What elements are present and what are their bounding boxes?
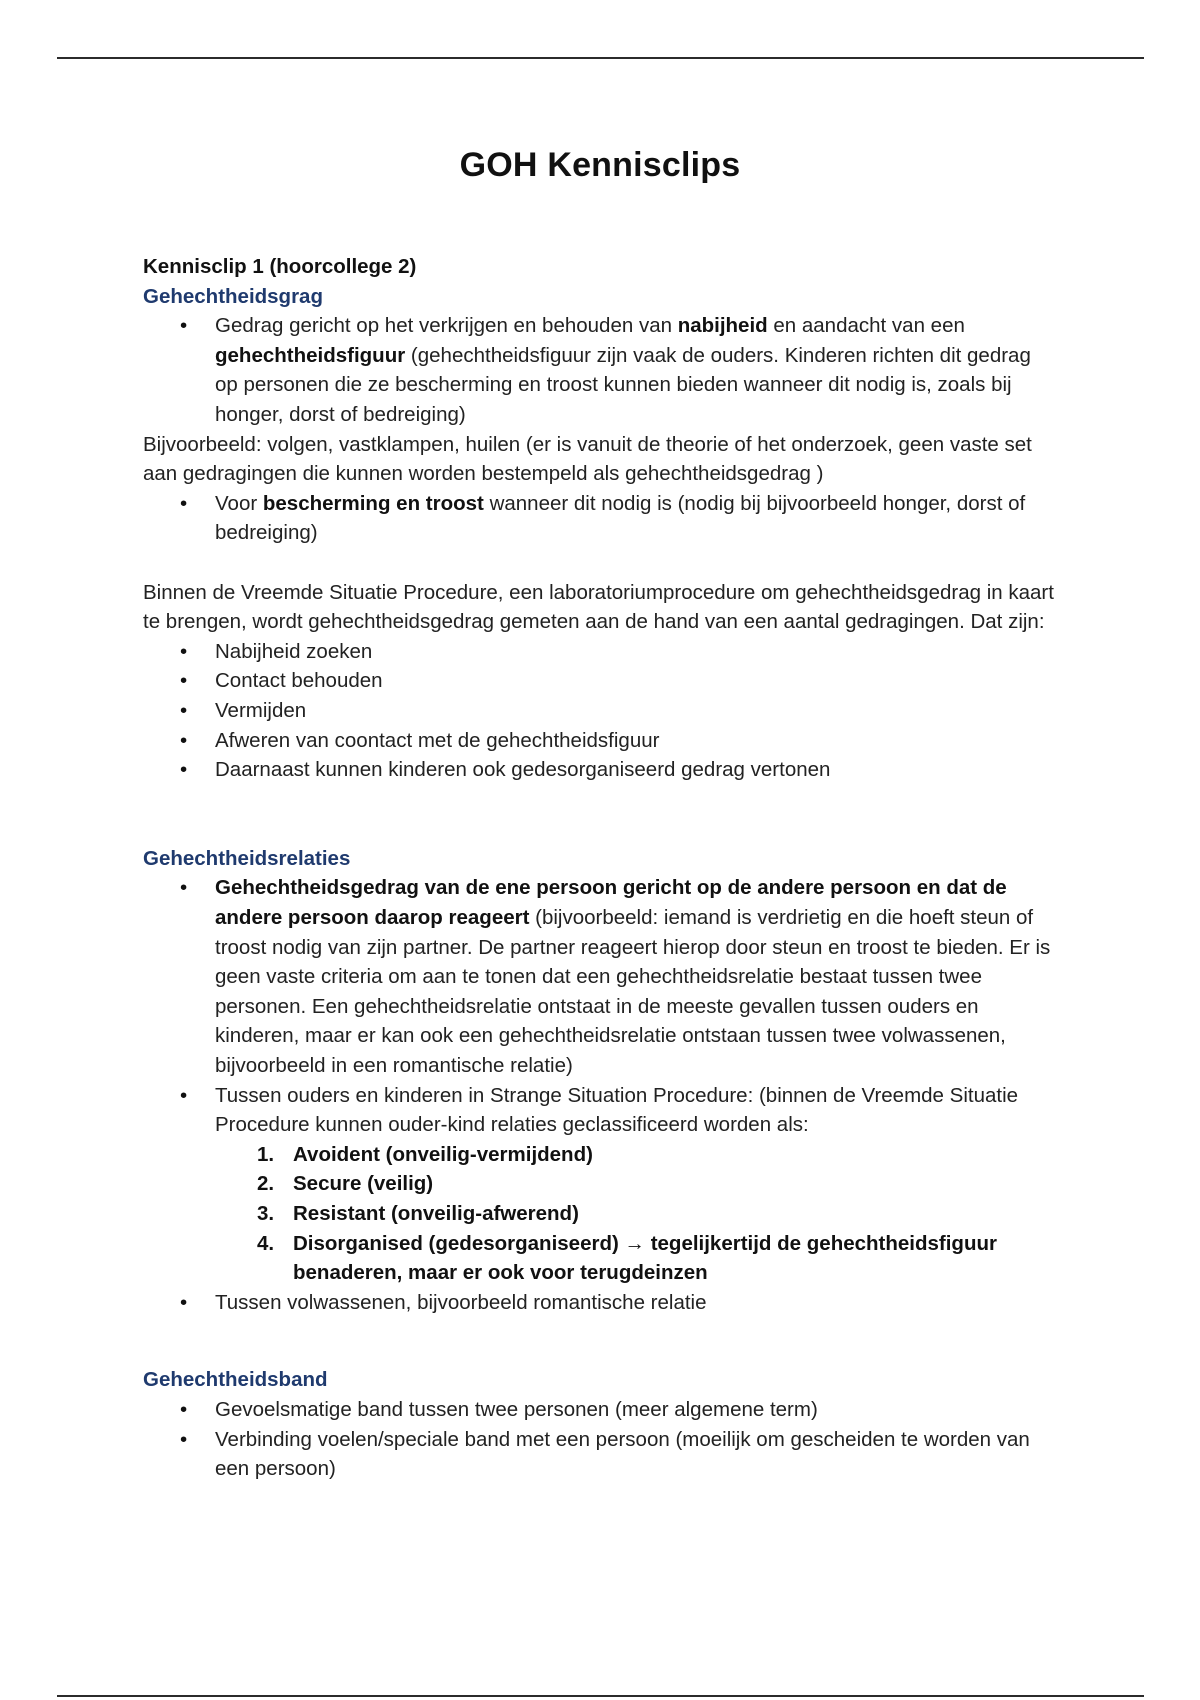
list-item: • Afweren van coontact met de gehechtheidsfiguur [215,726,1058,756]
classification-list [215,1140,1058,1288]
numbered-item: 4. Disorganised (gedesorganiseerd) → tegelijkertijd de gehechtheidsfiguur benaderen, maar er ook voor terugdeinzen [257,1231,997,1285]
document-body [143,252,1058,1484]
clip-label: Kennisclip 1 (hoorcollege 2) [143,255,417,278]
gedrag-list [143,311,1058,429]
numbered-item: 3. Resistant (onveilig-afwerend) [257,1202,579,1225]
vsp-intro-paragraph: Binnen de Vreemde Situatie Procedure, een laboratoriumprocedure om gehechtheidsgedrag in kaart te brengen, wordt gehechtheidsgedrag gemeten aan de hand van een aantal gedragingen. Dat zijn: [143,580,1054,634]
bottom-rule [57,1695,1144,1697]
numbered-item: 1. Avoident (onveilig-vermijdend) [257,1142,593,1166]
list-item: • Tussen volwassenen, bijvoorbeeld romantische relatie [215,1288,1058,1318]
list-item: • Gehechtheidsgedrag van de ene persoon gericht op de andere persoon en dat de andere persoon daarop reageert (bijvoorbeeld: iemand is verdrietig en die hoeft steun of troost nodig van zijn partner. De partner reageert hierop door steun en troost te bieden. Er is geen vaste criteria om aan te tonen dat een gehechtheidsrelatie bestaat tussen twee personen. Een gehechtheidsrelatie ontstaat in de meeste gevallen tussen ouders en kinderen, maar er kan ook een gehechtheidsrelatie ontstaan tussen twee volwassenen, bijvoorbeeld in een romantische relatie) [215,873,1058,1080]
example-paragraph: Bijvoorbeeld: volgen, vastklampen, huilen (er is vanuit de theorie of het onderzoek, geen vaste set aan gedragingen die kunnen worden bestempeld als gehechtheidsgedrag ) [143,432,1032,486]
vsp-list [143,637,1058,785]
top-rule [57,57,1144,59]
list-item: • Gedrag gericht op het verkrijgen en behouden van nabijheid en aandacht van een gehechtheidsfiguur (gehechtheidsfiguur zijn vaak de ouders. Kinderen richten dit gedrag op personen die ze bescherming en troost kunnen bieden wanneer dit nodig is, zoals bij honger, dorst of bedreiging) [215,311,1058,429]
gedrag-list-2 [143,489,1058,548]
numbered-item: 2. Secure (veilig) [257,1172,434,1196]
list-item: • Tussen ouders en kinderen in Strange Situation Procedure: (binnen de Vreemde Situatie Procedure kunnen ouder-kind relaties geclassificeerd worden als: 1. Avoident (onveilig-vermijdend) 2. Secure (veilig) 3. Resistant (onveilig-afwerend) 4. Disorganised (gedesorganiseerd) → tegelijkertijd de gehechtheidsfiguur benaderen, maar er ook voor terugdeinzen [215,1081,1058,1288]
list-item: • Vermijden [215,696,1058,726]
list-item: • Daarnaast kunnen kinderen ook gedesorganiseerd gedrag vertonen [215,755,1058,785]
list-item: • Nabijheid zoeken [215,637,1058,667]
section-heading-band: Gehechtheidsband [143,1368,328,1392]
list-item: • Contact behouden [215,666,1058,696]
list-item: • Voor bescherming en troost wanneer dit nodig is (nodig bij bijvoorbeeld honger, dorst of bedreiging) [215,489,1058,548]
list-item: • Gevoelsmatige band tussen twee personen (meer algemene term) [215,1395,1058,1425]
list-item: • Verbinding voelen/speciale band met een persoon (moeilijk om gescheiden te worden van een persoon) [215,1425,1058,1484]
section-heading-gedrag: Gehechtheidsgrag [143,284,323,308]
relaties-list [143,873,1058,1317]
page-title: GOH Kennisclips [459,146,741,184]
band-list [143,1395,1058,1484]
section-heading-relaties: Gehechtheidsrelaties [143,846,351,870]
